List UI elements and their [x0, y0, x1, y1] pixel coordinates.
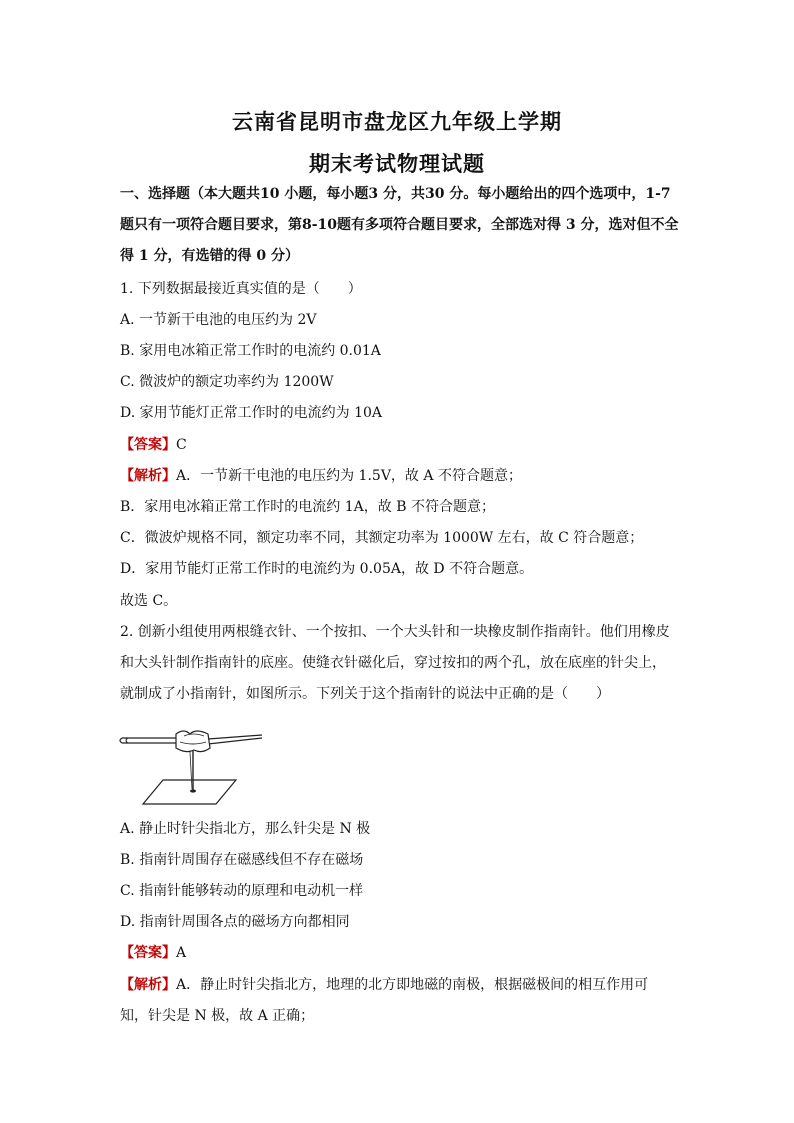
section-header-line1: 一、选择题（本大题共10 小题，每小题3 分，共30 分。每小题给出的四个选项中，1-7 — [120, 186, 671, 202]
q1-answer — [120, 435, 187, 455]
q1-conclusion: 故选 C。 — [120, 593, 178, 609]
q1-analysis-c: C．微波炉规格不同，额定功率不同，其额定功率为 1000W 左右，故 C 符合题意； — [120, 530, 644, 546]
compass-illustration — [118, 718, 268, 810]
q1-option-a: A. 一节新干电池的电压约为 2V — [120, 312, 317, 328]
q2-answer — [120, 943, 186, 963]
q2-stem-line1: 2. 创新小组使用两根缝衣针、一个按扣、一个大头针和一块橡皮制作指南针。他们用橡皮 — [120, 624, 670, 640]
q2-option-a: A. 静止时针尖指北方，那么针尖是 N 极 — [120, 821, 371, 837]
q1-option-c: C. 微波炉的额定功率约为 1200W — [120, 374, 334, 390]
q2-analysis-label: 【解析】 — [120, 977, 176, 993]
q2-answer-value: A — [176, 945, 187, 961]
q2-analysis-line2: 知，针尖是 N 极，故 A 正确； — [120, 1008, 315, 1024]
q2-option-b: B. 指南针周围存在磁感线但不存在磁场 — [120, 852, 364, 868]
q1-analysis-b: B．家用电冰箱正常工作时的电流约 1A，故 B 不符合题意； — [120, 499, 495, 515]
q2-option-d: D. 指南针周围各点的磁场方向都相同 — [120, 914, 350, 930]
q1-stem: 1. 下列数据最接近真实值的是（ ） — [120, 281, 362, 297]
q2-stem-line2: 和大头针制作指南针的底座。使缝衣针磁化后，穿过按扣的两个孔，放在底座的针尖上， — [120, 655, 666, 671]
q1-analysis-d: D．家用节能灯正常工作时的电流约为 0.05A，故 D 不符合题意。 — [120, 561, 534, 577]
pin-base — [190, 789, 196, 792]
q1-answer-value: C — [176, 437, 187, 453]
q1-option-d: D. 家用节能灯正常工作时的电流约为 10A — [120, 405, 383, 421]
q1-analysis-line1 — [120, 466, 522, 486]
needle-right — [208, 735, 262, 744]
needle-left — [122, 738, 178, 743]
q2-stem-line3: 就制成了小指南针，如图所示。下列关于这个指南针的说法中正确的是（ ） — [120, 686, 610, 702]
q1-option-b: B. 家用电冰箱正常工作时的电流约 0.01A — [120, 343, 381, 359]
section-header-line2: 题只有一项符合题目要求，第8-10题有多项符合题目要求，全部选对得 3 分，选对但不全 — [120, 217, 679, 233]
q2-option-c: C. 指南针能够转动的原理和电动机一样 — [120, 883, 364, 899]
exam-title-line2: 期末考试物理试题 — [309, 151, 485, 176]
q1-answer-label: 【答案】 — [120, 437, 176, 453]
q2-answer-label: 【答案】 — [120, 945, 176, 961]
eraser-base — [143, 780, 236, 804]
q2-analysis-a: A．静止时针尖指北方，地理的北方即地磁的南极，根据磁极间的相互作用可 — [176, 977, 649, 993]
q2-analysis-line1 — [120, 975, 648, 995]
section-header-line3: 得 1 分，有选错的得 0 分） — [120, 248, 299, 264]
exam-title-line1: 云南省昆明市盘龙区九年级上学期 — [232, 109, 562, 134]
q1-analysis-a: A．一节新干电池的电压约为 1.5V，故 A 不符合题意； — [176, 468, 522, 484]
q1-analysis-label: 【解析】 — [120, 468, 176, 484]
